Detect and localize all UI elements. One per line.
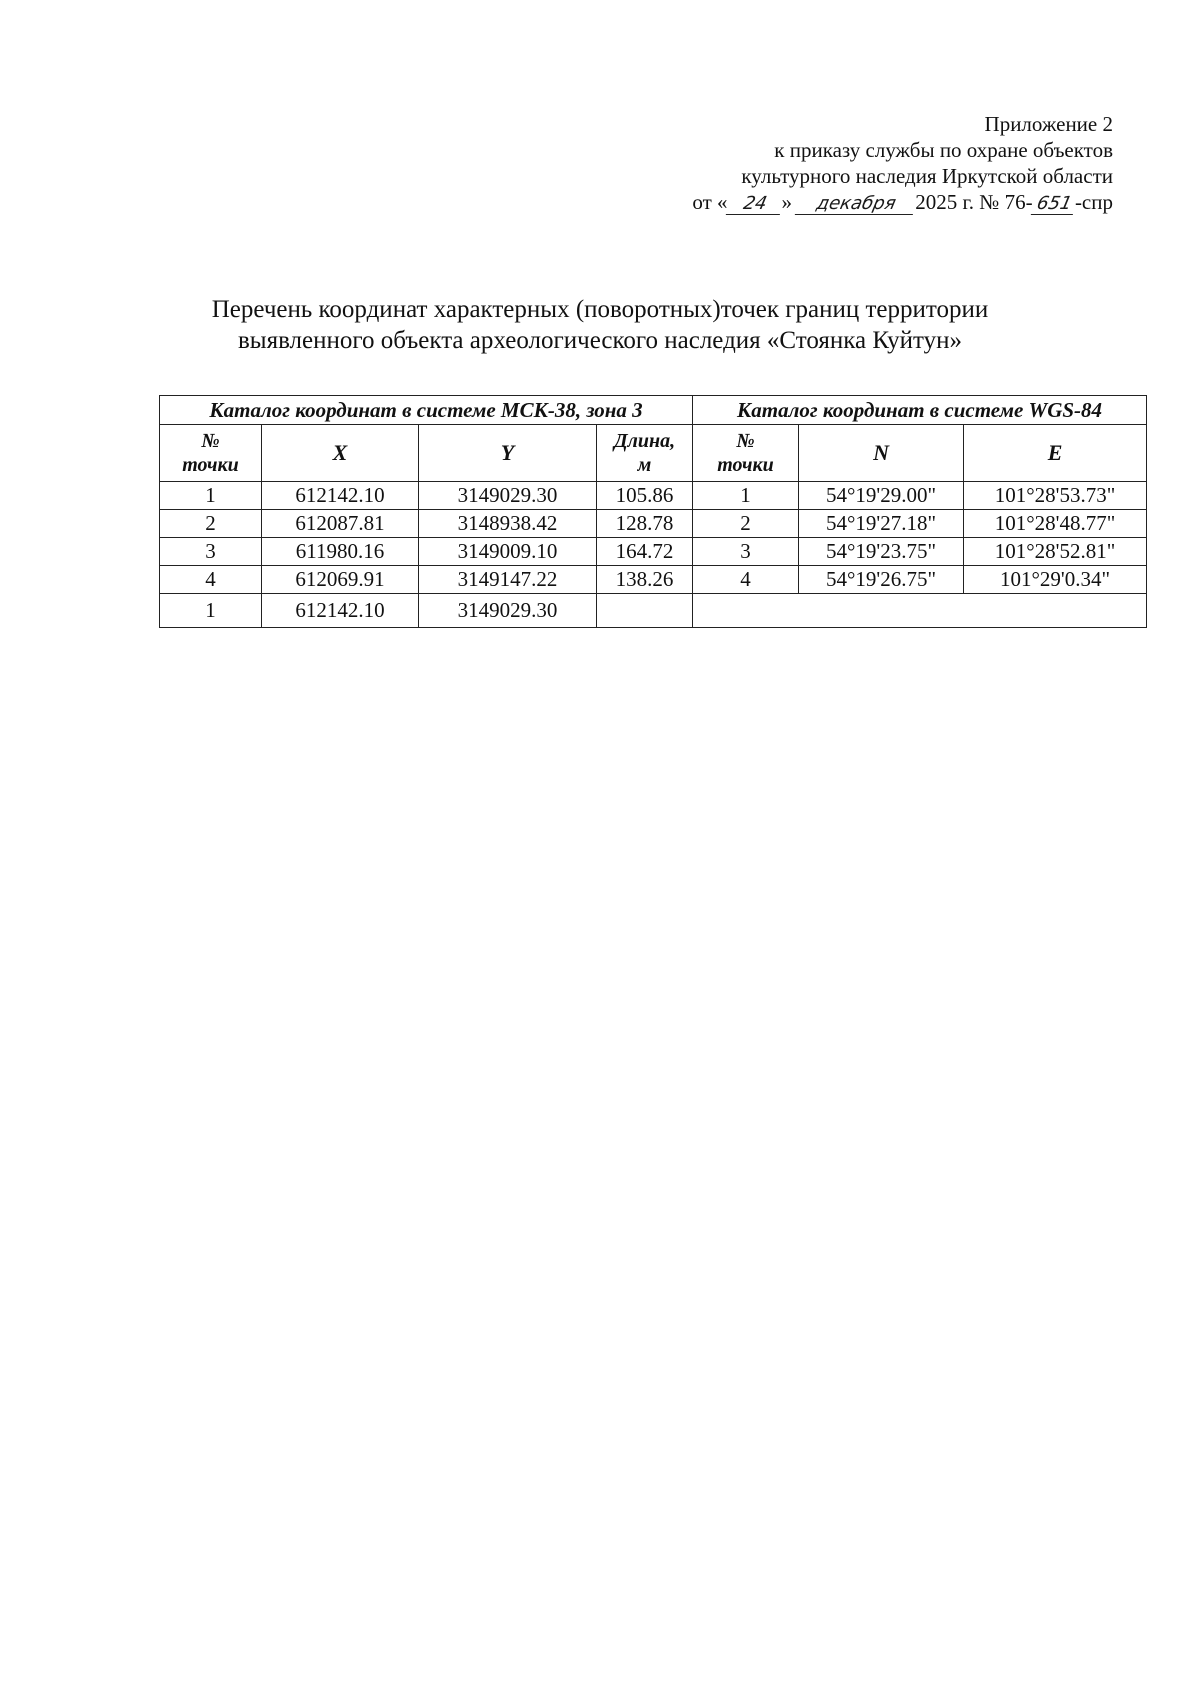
annex-authority: культурного наследия Иркутской области <box>741 164 1113 188</box>
cell-point: 4 <box>160 566 262 594</box>
col-header-length: Длина, м <box>597 425 693 482</box>
title-line-1: Перечень координат характерных (поворотных)точек границ территории <box>211 296 989 323</box>
annex-title: Приложение 2 <box>984 112 1113 136</box>
cell-wgs-point: 3 <box>693 538 799 566</box>
table-row <box>160 482 1147 510</box>
cell-y: 3149029.30 <box>419 482 597 510</box>
annex-header <box>692 111 1113 215</box>
order-suffix: -спр <box>1074 190 1113 214</box>
cell-e: 101°28'48.77" <box>964 510 1147 538</box>
table-group-header-row <box>160 396 1147 425</box>
group-header-msk: Каталог координат в системе МСК-38, зона 3 <box>160 396 693 425</box>
document-title <box>120 294 1080 356</box>
cell-n: 54°19'23.75" <box>799 538 964 566</box>
col-header-e: E <box>964 425 1147 482</box>
cell-wgs-point: 4 <box>693 566 799 594</box>
date-prefix: от « <box>692 190 728 214</box>
table-column-header-row <box>160 425 1147 482</box>
col-header-wgs-point: № точки <box>693 425 799 482</box>
table-row <box>160 538 1147 566</box>
cell-wgs-point: 1 <box>693 482 799 510</box>
cell-y: 3149009.10 <box>419 538 597 566</box>
cell-point: 1 <box>160 594 262 628</box>
handwritten-order-number: 651 <box>1030 194 1077 215</box>
cell-n: 54°19'29.00" <box>799 482 964 510</box>
cell-length-empty <box>597 594 693 628</box>
col-header-x: X <box>262 425 419 482</box>
group-header-wgs: Каталог координат в системе WGS-84 <box>693 396 1147 425</box>
table-row-closing <box>160 594 1147 628</box>
col-header-y: Y <box>419 425 597 482</box>
cell-e: 101°29'0.34" <box>964 566 1147 594</box>
cell-point: 1 <box>160 482 262 510</box>
cell-x: 612142.10 <box>262 594 419 628</box>
cell-length: 105.86 <box>597 482 693 510</box>
col-header-n: N <box>799 425 964 482</box>
cell-wgs-empty <box>693 594 1147 628</box>
cell-e: 101°28'53.73" <box>964 482 1147 510</box>
cell-n: 54°19'27.18" <box>799 510 964 538</box>
cell-point: 2 <box>160 510 262 538</box>
coordinates-table <box>159 395 1147 628</box>
date-mid: » <box>781 190 793 214</box>
annex-order-ref: к приказу службы по охране объектов <box>774 138 1113 162</box>
table-row <box>160 510 1147 538</box>
handwritten-day: 24 <box>725 194 783 215</box>
cell-length: 128.78 <box>597 510 693 538</box>
cell-y: 3148938.42 <box>419 510 597 538</box>
cell-point: 3 <box>160 538 262 566</box>
cell-wgs-point: 2 <box>693 510 799 538</box>
cell-length: 164.72 <box>597 538 693 566</box>
cell-n: 54°19'26.75" <box>799 566 964 594</box>
cell-length: 138.26 <box>597 566 693 594</box>
col-header-point: № точки <box>160 425 262 482</box>
handwritten-month: декабря <box>795 194 917 215</box>
date-year: 2025 г. № 76- <box>915 190 1033 214</box>
cell-x: 612069.91 <box>262 566 419 594</box>
annex-date-line <box>692 189 1113 215</box>
cell-x: 611980.16 <box>262 538 419 566</box>
cell-e: 101°28'52.81" <box>964 538 1147 566</box>
title-line-2: выявленного объекта археологического наследия «Стоянка Куйтун» <box>237 327 963 354</box>
cell-x: 612087.81 <box>262 510 419 538</box>
cell-y: 3149029.30 <box>419 594 597 628</box>
cell-y: 3149147.22 <box>419 566 597 594</box>
table-row <box>160 566 1147 594</box>
cell-x: 612142.10 <box>262 482 419 510</box>
